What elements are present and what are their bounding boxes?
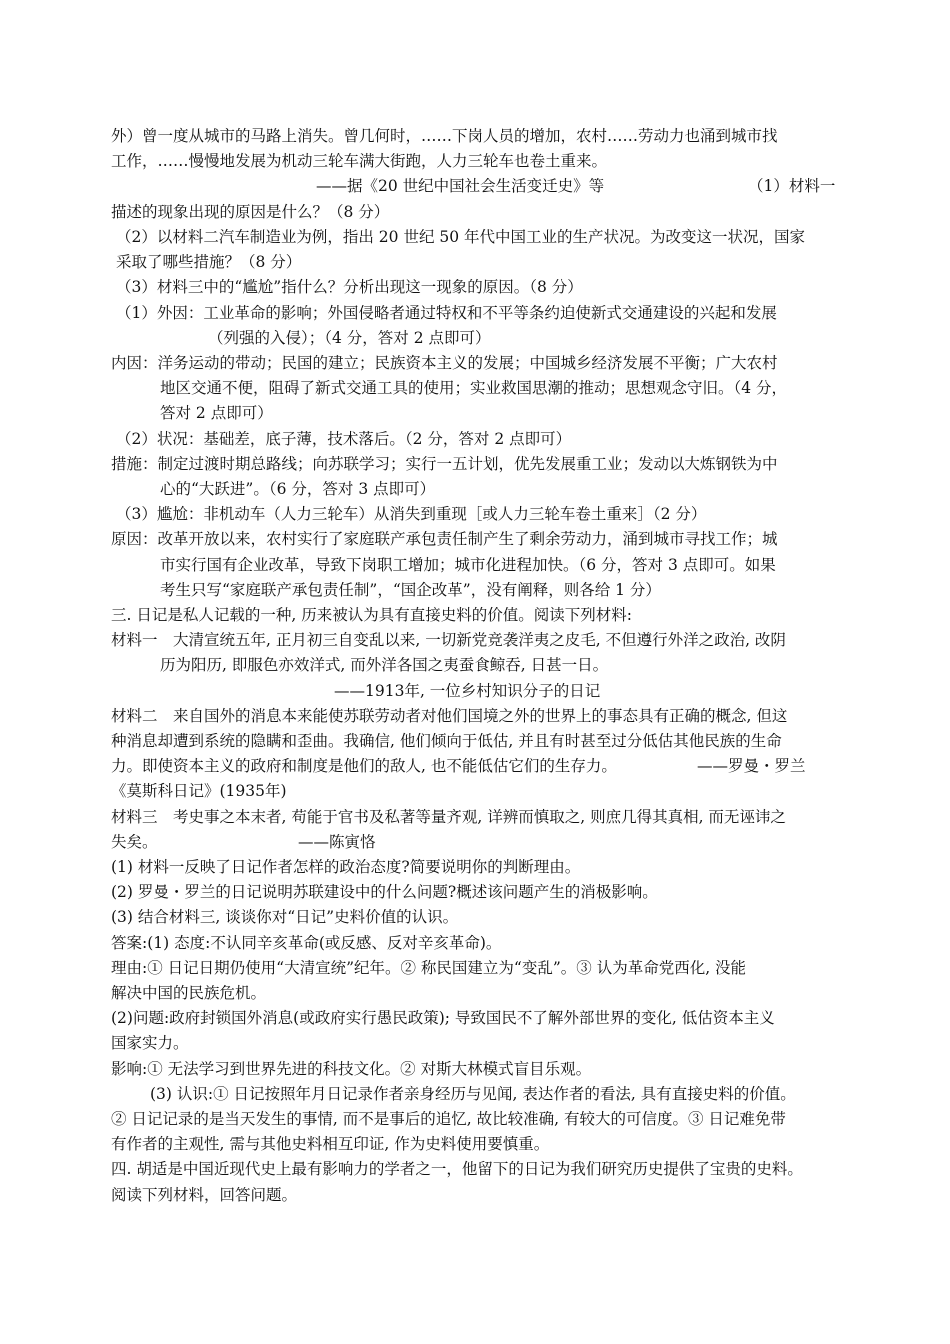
text-line: 理由:① 日记日期仍使用“大清宣统”纪年。② 称民国建立为“变乱”。③ 认为革命党西化, 没能: [111, 959, 747, 977]
text-line: 阅读下列材料，回答问题。: [111, 1186, 298, 1204]
answer-heading: 答案:(1) 态度:不认同辛亥革命(或反感、反对辛亥革命)。: [111, 934, 502, 952]
question-3: (3) 结合材料三, 谈谈你对“日记”史料价值的认识。: [111, 908, 459, 926]
text-line: 解决中国的民族危机。: [111, 984, 267, 1002]
question-2: (2) 罗曼・罗兰的日记说明苏联建设中的什么问题?概述该问题产生的消极影响。: [111, 883, 658, 901]
text-line: 措施：制定过渡时期总路线；向苏联学习；实行一五计划，优先发展重工业；发动以大炼钢铁为中: [111, 455, 778, 473]
text-line: 采取了哪些措施？（8 分）: [116, 253, 302, 271]
text-line: ② 日记记录的是当天发生的事情, 而不是事后的追忆, 故比较准确, 有较大的可信度。③ 日记难免带: [111, 1110, 786, 1128]
text-line: 考生只写“家庭联产承包责任制”，“国企改革”，没有阐释，则各给 1 分）: [160, 581, 661, 599]
source-citation: ——1913年, 一位乡村知识分子的日记: [334, 682, 601, 700]
question-2: （2）以材料二汽车制造业为例，指出 20 世纪 50 年代中国工业的生产状况。为改变这一状况，国家: [116, 228, 806, 246]
text-line: 《莫斯科日记》(1935年): [111, 782, 287, 800]
text-line: 影响:① 无法学习到世界先进的科技文化。② 对斯大林模式盲目乐观。: [111, 1060, 592, 1078]
material-3: 材料三 考史事之本末者, 苟能于官书及私著等量齐观, 详辨而慎取之, 则庶几得其真相, 而无诬讳之: [111, 808, 786, 826]
text-line: 市实行国有企业改革，导致下岗职工增加；城市化进程加快。（6 分，答对 3 点即可。如果: [160, 556, 776, 574]
text-line: 心的“大跃进”。（6 分，答对 3 点即可）: [160, 480, 436, 498]
text-line: 地区交通不便，阻碍了新式交通工具的使用；实业救国思潮的推动；思想观念守旧。（4 分，: [160, 379, 788, 397]
text-line: （列强的入侵）；（4 分，答对 2 点即可）: [208, 329, 491, 347]
text-line: 描述的现象出现的原因是什么？（8 分）: [111, 203, 390, 221]
source-citation: ——罗曼・罗兰: [697, 757, 806, 775]
material-2: 材料二 来自国外的消息本来能使苏联劳动者对他们国境之外的世界上的事态具有正确的概念, 但这: [111, 707, 788, 725]
text-line: 种消息却遭到系统的隐瞒和歪曲。我确信, 他们倾向于低估, 并且有时甚至过分低估其他民族的生命: [111, 732, 782, 750]
material-1: 材料一 大清宣统五年, 正月初三自变乱以来, 一切新党竞袭洋夷之皮毛, 不但遵行外洋之政治, 改阴: [111, 631, 786, 649]
text-line: (2)问题:政府封锁国外消息(或政府实行愚民政策); 导致国民不了解外部世界的变化, 低估资本主义: [111, 1009, 775, 1027]
text-line: 历为阳历, 即服色亦效洋式, 而外洋各国之夷蚕食鲸吞, 日甚一日。: [160, 656, 609, 674]
text-line: (3) 认识:① 日记按照年月日记录作者亲身经历与见闻, 表达作者的看法, 具有直接史料的价值。: [150, 1085, 796, 1103]
answer-3: （3）尴尬：非机动车（人力三轮车）从消失到重现［或人力三轮车卷土重来］（2 分）: [116, 505, 707, 523]
text-line: 失矣。: [111, 833, 158, 851]
text-line: 工作，……慢慢地发展为机动三轮车满大街跑，人力三轮车也卷土重来。: [111, 152, 608, 170]
question-3: （3）材料三中的“尴尬”指什么？分析出现这一现象的原因。（8 分）: [116, 278, 583, 296]
text-line: 有作者的主观性, 需与其他史料相互印证, 作为史料使用要慎重。: [111, 1135, 550, 1153]
answer-2: （2）状况：基础差，底子薄，技术落后。（2 分，答对 2 点即可）: [116, 430, 572, 448]
text-line: 力。即使资本主义的政府和制度是他们的敌人, 也不能低估它们的生存力。: [111, 757, 617, 775]
question-label: （1）材料一: [748, 177, 836, 195]
answer-1: （1）外因：工业革命的影响；外国侵略者通过特权和不平等条约迫使新式交通建设的兴起和发展: [116, 304, 777, 322]
text-line: 内因：洋务运动的带动；民国的建立；民族资本主义的发展；中国城乡经济发展不平衡；广大农村: [111, 354, 778, 372]
section-4-heading: 四. 胡适是中国近现代史上最有影响力的学者之一，他留下的日记为我们研究历史提供了宝贵的史料。: [111, 1160, 803, 1178]
section-3-heading: 三. 日记是私人记载的一种, 历来被认为具有直接史料的价值。阅读下列材料:: [111, 606, 632, 624]
text-line: 答对 2 点即可）: [160, 404, 273, 422]
source-citation: ——据《20 世纪中国社会生活变迁史》等: [316, 177, 605, 195]
question-1: (1) 材料一反映了日记作者怎样的政治态度?简要说明你的判断理由。: [111, 858, 581, 876]
text-line: 国家实力。: [111, 1034, 189, 1052]
source-citation: ——陈寅恪: [298, 833, 376, 851]
text-line: 外）曾一度从城市的马路上消失。曾几何时，……下岗人员的增加，农村……劳动力也涌到城市找: [111, 127, 778, 145]
text-line: 原因：改革开放以来，农村实行了家庭联产承包责任制产生了剩余劳动力，涌到城市寻找工作；城: [111, 530, 778, 548]
